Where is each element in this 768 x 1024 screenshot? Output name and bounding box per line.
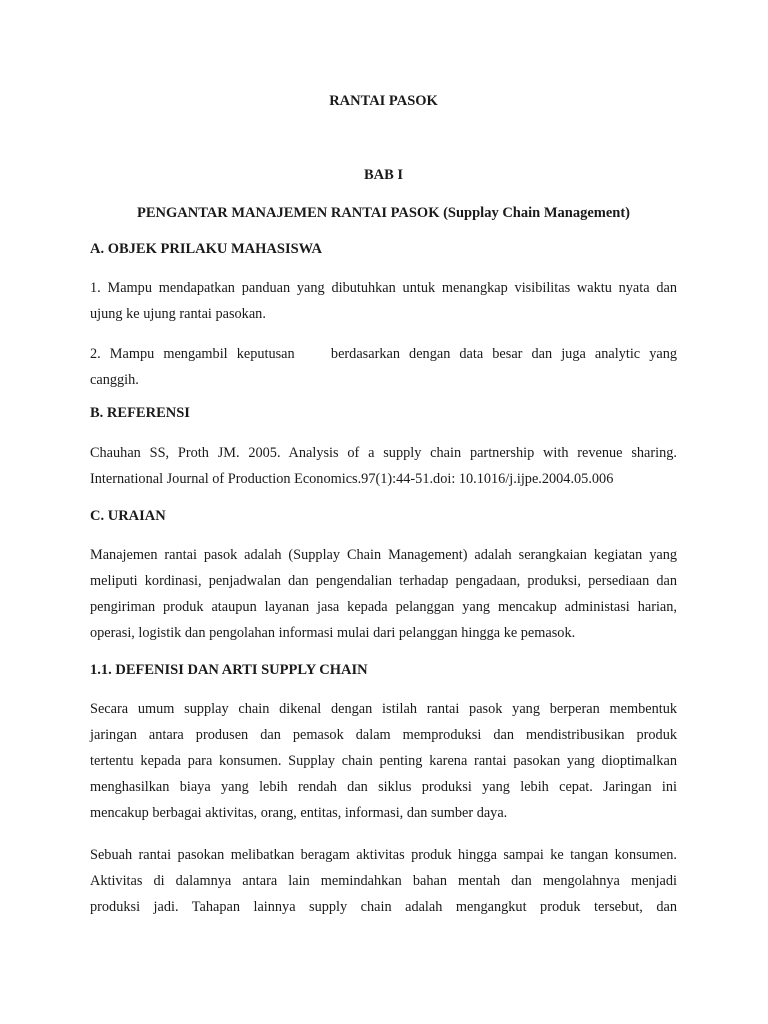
section-a-heading: A. OBJEK PRILAKU MAHASISWA [90, 241, 323, 257]
text-line: Chauhan SS, Proth JM. 2005. Analysis of a supply chain partnership with revenue sharing. [90, 445, 677, 461]
chapter-label: BAB I [363, 167, 404, 183]
section-b-heading: B. REFERENSI [90, 405, 190, 421]
document-title: RANTAI PASOK [329, 93, 438, 109]
objective-item-2 [90, 341, 677, 393]
text-line: menghasilkan biaya yang lebih rendah dan siklus produksi yang lebih cepat. Jaringan ini [90, 779, 677, 795]
section-c-heading: C. URAIAN [90, 508, 166, 524]
definition-paragraph-1 [90, 696, 677, 826]
section-c-paragraph [90, 542, 677, 646]
reference-entry [90, 440, 677, 492]
text-line: Aktivitas di dalamnya antara lain memindahkan bahan mentah dan mengolahnya menjadi [90, 873, 677, 889]
text-line: tertentu kepada para konsumen. Supplay chain penting karena rantai pasokan yang dioptimalkan [90, 753, 677, 769]
text-line: International Journal of Production Economics.97(1):44-51.doi: 10.1016/j.ijpe.2004.05.006 [90, 471, 614, 487]
text-line: pengiriman produk ataupun layanan jasa kepada pelanggan yang mencakup administasi harian, [90, 599, 677, 615]
text-line: Secara umum supplay chain dikenal dengan istilah rantai pasok yang berperan membentuk [90, 701, 677, 717]
text-line: canggih. [90, 372, 139, 388]
section-1-1-heading: 1.1. DEFENISI DAN ARTI SUPPLY CHAIN [90, 662, 368, 678]
text-line: produksi jadi. Tahapan lainnya supply chain adalah mengangkut produk tersebut, dan [90, 899, 677, 915]
text-line: ujung ke ujung rantai pasokan. [90, 306, 266, 322]
text-line: Manajemen rantai pasok adalah (Supplay Chain Management) adalah serangkaian kegiatan yang [90, 547, 677, 563]
text-line: mencakup berbagai aktivitas, orang, entitas, informasi, dan sumber daya. [90, 805, 508, 821]
text-line: operasi, logistik dan pengolahan informasi mulai dari pelanggan hingga ke pemasok. [90, 625, 576, 641]
text-line: jaringan antara produsen dan pemasok dalam memproduksi dan mendistribusikan produk [90, 727, 677, 743]
text-line: 2. Mampu mengambil keputusan berdasarkan dengan data besar dan juga analytic yang [90, 346, 677, 362]
definition-paragraph-2 [90, 842, 677, 920]
text-line: 1. Mampu mendapatkan panduan yang dibutuhkan untuk menangkap visibilitas waktu nyata dan [90, 280, 677, 296]
text-line: meliputi kordinasi, penjadwalan dan pengendalian terhadap pengadaan, produksi, persediaan dan [90, 573, 677, 589]
document-page [90, 0, 677, 1024]
text-line: Sebuah rantai pasokan melibatkan beragam aktivitas produk hingga sampai ke tangan konsumen. [90, 847, 677, 863]
chapter-title: PENGANTAR MANAJEMEN RANTAI PASOK (Supplay Chain Management) [136, 205, 631, 221]
objective-item-1 [90, 275, 677, 327]
